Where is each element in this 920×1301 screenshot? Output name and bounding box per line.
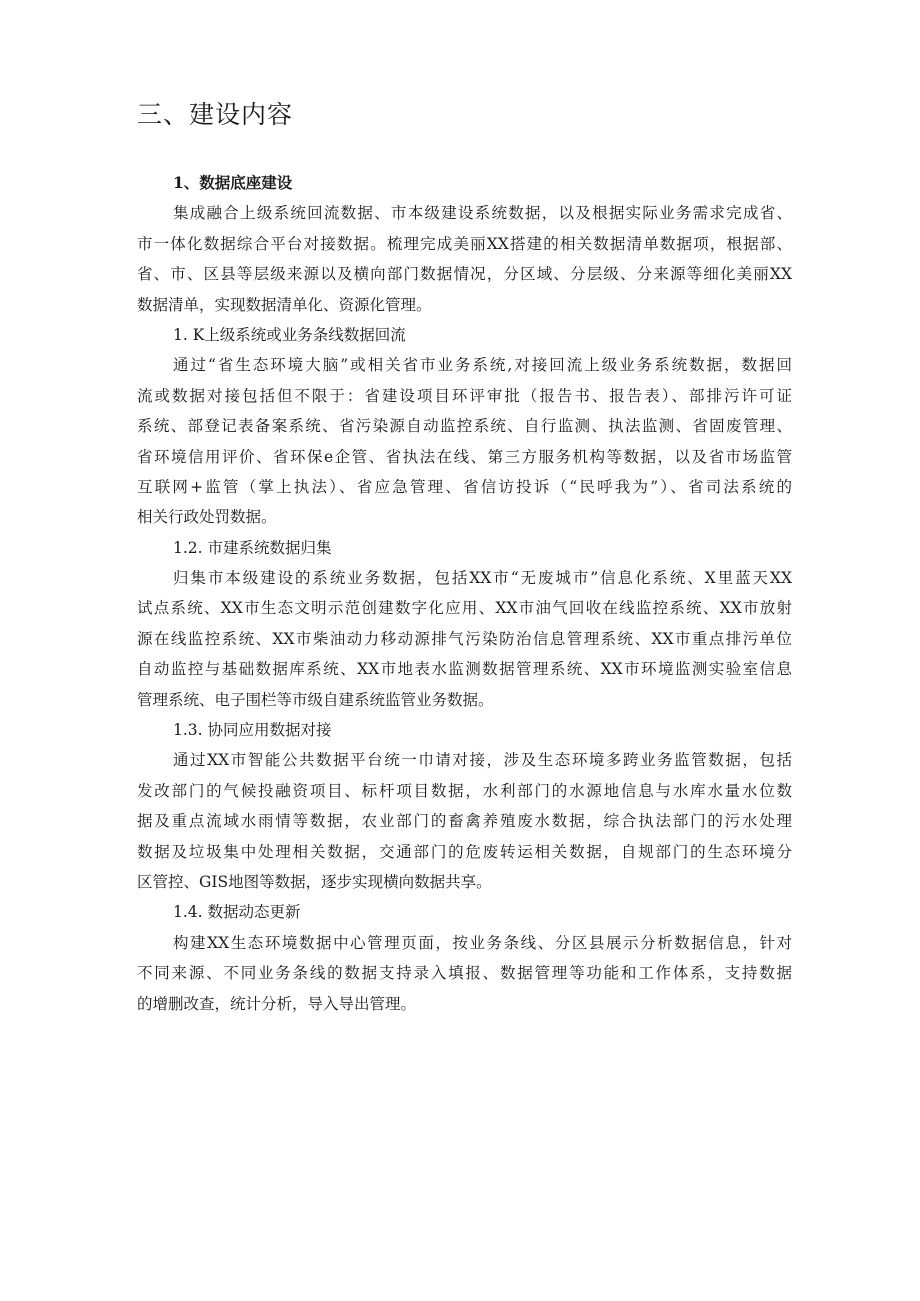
paragraph-line: 源在线监控系统、XX市柴油动力移动源排气污染防治信息管理系统、XX市重点排污单位: [137, 629, 792, 648]
paragraph-line: 区管控、GIS地图等数据，逐步实现横向数据共享。: [137, 872, 492, 891]
paragraph-line: 发改部门的气候投融资项目、标杆项目数据，水利部门的水源地信息与水库水量水位数: [137, 781, 792, 800]
paragraph-line: 通过XX市智能公共数据平台统一巾请对接，涉及生态环境多跨业务监管数据，包括: [173, 751, 792, 770]
page-title: 三、建设内容: [137, 100, 294, 129]
paragraph-line: 的增删改查，统计分析，导入导出管理。: [137, 994, 417, 1013]
subsection-paragraph: [137, 745, 792, 897]
paragraph-line: 归集市本级建设的系统业务数据，包括XX市“无废城市”信息化系统、X里蓝天XX: [173, 569, 792, 588]
subsection-title: 1.4. 数据动态更新: [173, 903, 301, 922]
paragraph-line: 互联网+监管（掌上执法）、省应急管理、省信访投诉（“民呼我为”）、省司法系统的: [137, 477, 792, 496]
paragraph-line: 管理系统、电子围栏等市级自建系统监管业务数据。: [137, 690, 494, 709]
paragraph-line: 数据及垃圾集中处理相关数据，交通部门的危废转运相关数据，自规部门的生态环境分: [137, 842, 792, 861]
paragraph-line: 通过“省生态环境大脑”或相关省市业务系统,对接回流上级业务系统数据，数据回: [173, 356, 792, 375]
paragraph-line: 据及重点流域水雨情等数据，农业部门的畜禽养殖废水数据，综合执法部门的污水处理: [137, 812, 792, 831]
paragraph-line: 相关行政处罚数据。: [137, 508, 277, 527]
paragraph-line: 不同来源、不同业务条线的数据支持录入填报、数据管理等功能和工作体系，支持数据: [137, 964, 792, 983]
subsection-paragraph: [137, 350, 792, 532]
paragraph-line: 构建XX生态环境数据中心管理页面，按业务条线、分区县展示分析数据信息，针对: [173, 933, 792, 952]
subsection-paragraph: [137, 563, 792, 715]
subsection-title: 1. K上级系统或业务条线数据回流: [173, 325, 406, 344]
paragraph-line: 试点系统、XX市生态文明示范创建数字化应用、XX市油气回收在线监控系统、XX市放射: [137, 599, 792, 618]
paragraph-line: 流或数据对接包括但不限于：省建设项目环评审批（报告书、报告表）、部排污许可证: [137, 386, 792, 405]
paragraph-line: 集成融合上级系统回流数据、市本级建设系统数据，以及根据实际业务需求完成省、: [173, 204, 792, 223]
paragraph-line: 省、市、区县等层级来源以及横向部门数据情况，分区域、分层级、分来源等细化美丽XX: [137, 265, 792, 284]
subsection-title: 1.3. 协同应用数据对接: [173, 721, 332, 740]
paragraph-line: 系统、部登记表备案系统、省污染源自动监控系统、自行监测、执法监测、省固废管理、: [137, 417, 792, 436]
paragraph-line: 市一体化数据综合平台对接数据。梳理完成美丽XX搭建的相关数据清单数据项，根据部、: [137, 234, 792, 253]
subsection-title: 1.2. 市建系统数据归集: [173, 538, 332, 557]
paragraph-line: 数据清单，实现数据清单化、资源化管理。: [137, 295, 432, 314]
section-intro-paragraph: [137, 198, 792, 320]
document-body: [137, 168, 792, 1019]
paragraph-line: 自动监控与基础数据库系统、XX市地表水监测数据管理系统、XX市环境监测实验室信息: [137, 660, 792, 679]
paragraph-line: 省环境信用评价、省环保e企管、省执法在线、第三方服务机构等数据，以及省市场监管: [137, 447, 792, 466]
section-title: 1、数据底座建设: [173, 173, 293, 192]
subsection-paragraph: [137, 928, 792, 1019]
